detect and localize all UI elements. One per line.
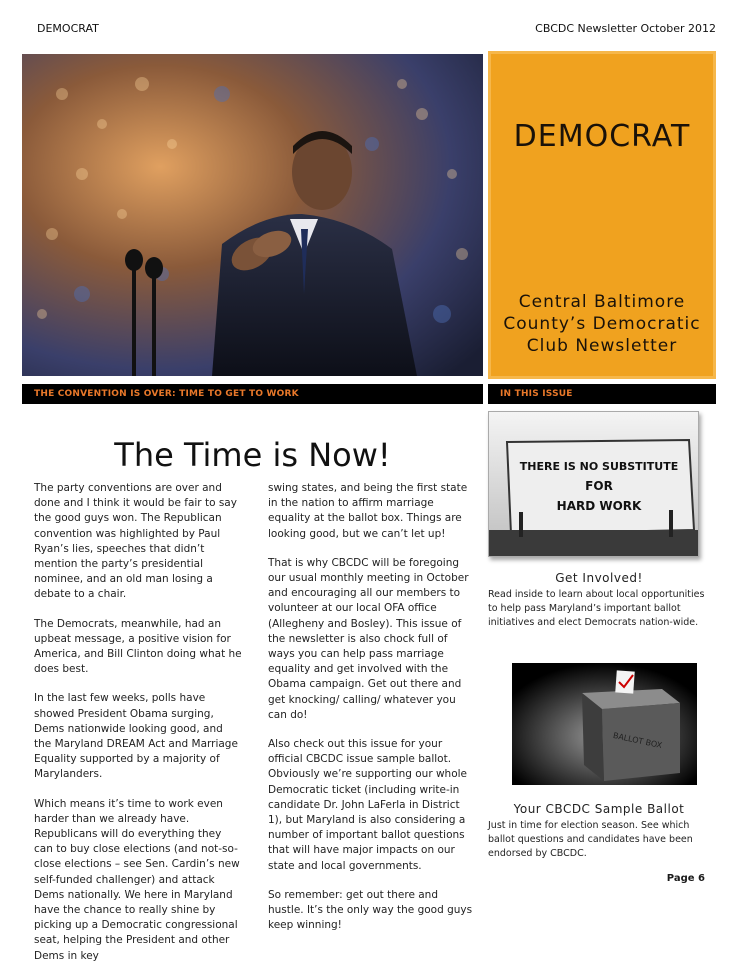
page-number: Page 6 bbox=[666, 873, 705, 884]
paragraph: swing states, and being the first state in the nation to affirm marriage equality at the ballot box. Things are looking good, but we can’t let up! bbox=[268, 482, 468, 540]
sidebar-heading-get-involved: Get Involved! bbox=[555, 571, 643, 585]
masthead-panel bbox=[488, 51, 716, 379]
running-header-left: DEMOCRAT bbox=[37, 22, 99, 35]
ballot-box-photo bbox=[512, 663, 697, 785]
paragraph: The Democrats, meanwhile, had an upbeat message, a positive vision for America, and Bill Clinton doing what he does best. bbox=[34, 617, 242, 676]
sidebar-heading-sample-ballot: Your CBCDC Sample Ballot bbox=[513, 802, 685, 816]
subtitle-line: Club Newsletter bbox=[526, 336, 678, 356]
paragraph: So remember: get out there and hustle. It’s the only way the good guys keep winning! bbox=[268, 888, 473, 932]
sign-line: FOR bbox=[585, 479, 613, 493]
paragraph: The party conventions are over and done and I think it would be fair to say the good guys won. The Republican convention was highlighted by Paul Ryan’s lies, speeches that didn’t mention the party’s presidential nominee, and an old man losing a debate to a chair. bbox=[34, 482, 237, 601]
article-title: The Time is Now! bbox=[114, 436, 391, 474]
paragraph: Which means it’s time to work even harder than we already have. Republicans will do everything they can to buy close elections (and not-so-close elections – see Sen. Cardin’s new self-funded challenger) and attack Dems nationally. We here in Maryland have the chance to really shine by picking up a Democratic congressional seat, helping the President and other Dems in key bbox=[34, 797, 240, 962]
sign-line: THERE IS NO SUBSTITUTE bbox=[519, 460, 679, 473]
article-column-1 bbox=[34, 481, 242, 978]
sign-line: HARD WORK bbox=[556, 499, 642, 513]
subtitle-line: Central Baltimore bbox=[518, 292, 686, 312]
section-bar-in-this-issue: IN THIS ISSUE bbox=[488, 384, 716, 404]
section-bar-convention: THE CONVENTION IS OVER: TIME TO GET TO WORK bbox=[22, 384, 483, 404]
hard-work-sign-photo bbox=[488, 411, 699, 557]
sidebar-text-get-involved: Read inside to learn about local opportunities to help pass Maryland’s important ballot initiatives and elect Democrats nation-wide. bbox=[488, 589, 705, 628]
running-header-right: CBCDC Newsletter October 2012 bbox=[535, 22, 716, 35]
paragraph: That is why CBCDC will be foregoing our usual monthly meeting in October and encouraging all our members to volunteer at our local OFA office (Allegheny and Bosley). This issue of the newsletter is also chock full of ways you can help pass marriage equality and get involved with the Obama campaign. Get out there and get knocking/ calling/ whatever you can do! bbox=[268, 556, 469, 721]
ballot-box-label: BALLOT BOX bbox=[612, 730, 663, 751]
hero-photo bbox=[22, 54, 483, 376]
sidebar-text-sample-ballot: Just in time for election season. See which ballot questions and candidates have been endorsed by CBCDC. bbox=[488, 820, 693, 859]
paragraph: In the last few weeks, polls have showed President Obama surging, Dems nationwide looking good, and the Maryland DREAM Act and Marriage Equality supported by a majority of Marylanders. bbox=[34, 692, 238, 781]
masthead-subtitle bbox=[488, 291, 716, 357]
masthead-title: DEMOCRAT bbox=[513, 119, 691, 154]
paragraph: Also check out this issue for your official CBCDC issue sample ballot. Obviously we’re supporting our whole Democratic ticket (including write-in candidate Dr. John LaFerla in District 1), but Maryland is also considering a number of important ballot questions that will have major impacts on our state and local governments. bbox=[268, 738, 468, 872]
subtitle-line: County’s Democratic bbox=[503, 314, 701, 334]
article-column-2 bbox=[268, 481, 476, 947]
